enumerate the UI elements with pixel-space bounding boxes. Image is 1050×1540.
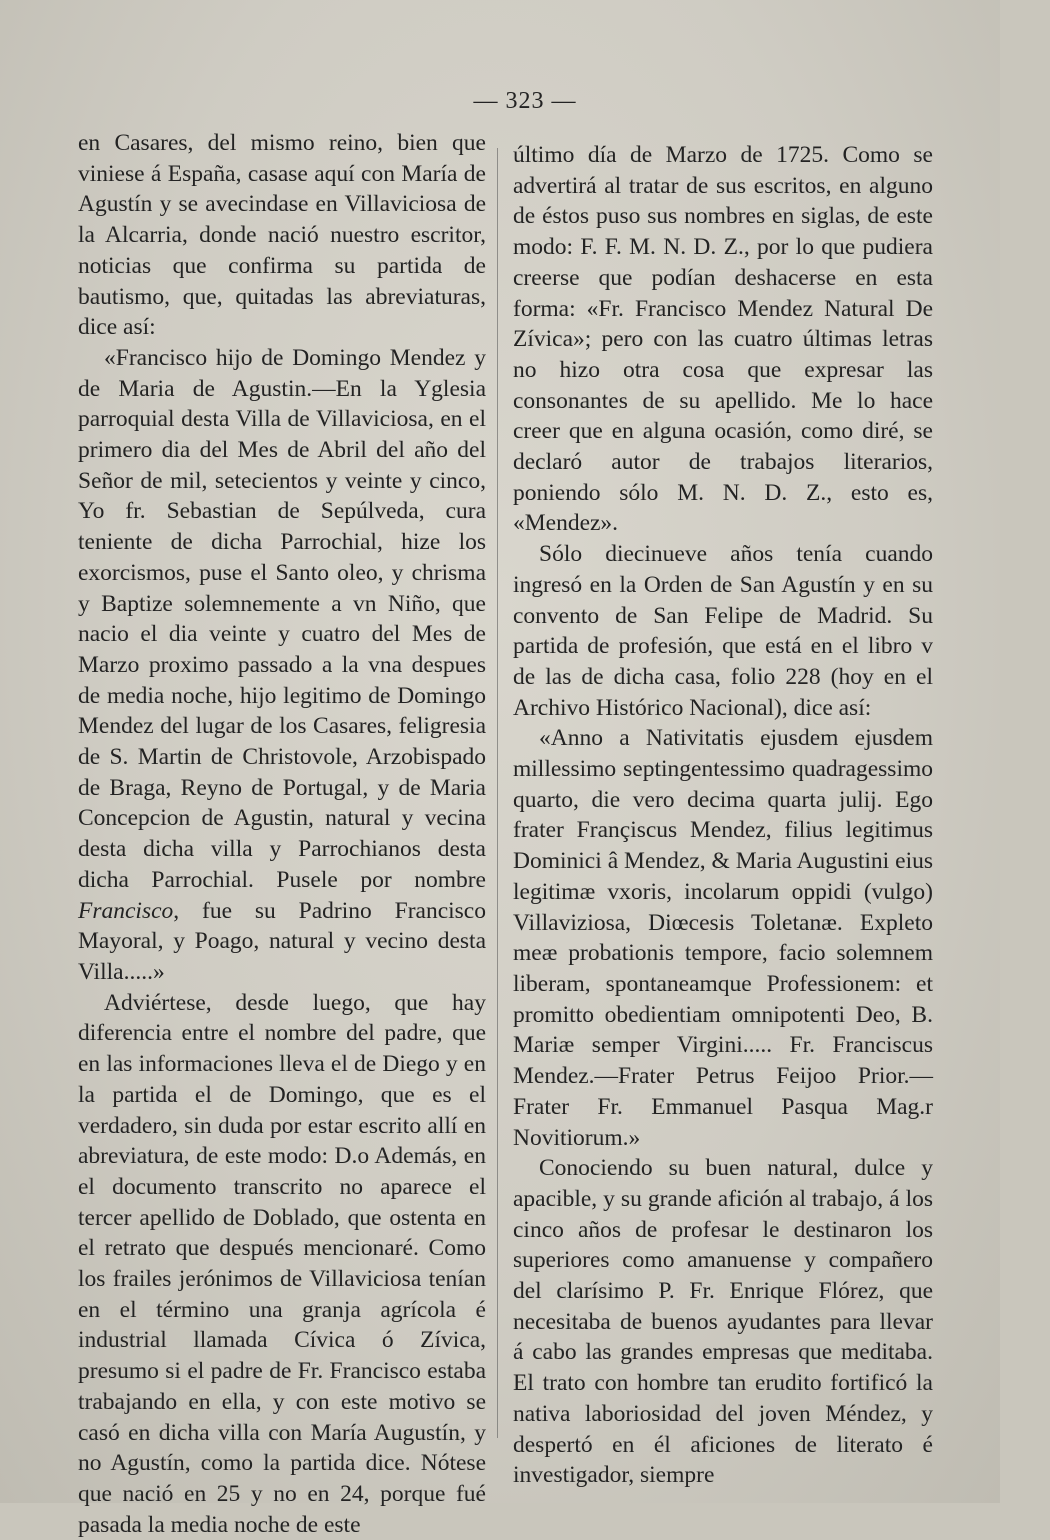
left-paragraph-3: Adviértese, desde luego, que hay diferencia entre el nombre del padre, que en las informaciones lleva el de Diego y en la partida el de Domingo, que es el verdadero, sin duda por estar escrito allí en abreviatura, de este modo: D.o Además, en el documento transcrito no aparece el tercer apellido de Doblado, que ostenta en el retrato que después mencionaré. Como los frailes jerónimos de Villaviciosa tenían en el término una granja agrícola é industrial llamada Cívica ó Zívica, presumo si el padre de Fr. Francisco estaba trabajando en ella, y con este motivo se casó en dicha villa con María Augustín, y no Agustín, como la partida dice. Nótese que nació en 25 y no en 24, porque fué pasada la media noche de este	[78, 989, 486, 1538]
column-divider	[497, 148, 498, 1438]
left-column	[78, 128, 486, 1540]
right-paragraph-1: último día de Marzo de 1725. Como se advertirá al tratar de sus escritos, en alguno de éstos puso sus nombres en siglas, de este modo: F. F. M. N. D. Z., por lo que pudiera creerse que podían deshacerse en esta forma: «Fr. Francisco Mendez Natural De Zívica»; pero con las cuatro últimas letras no hizo otra cosa que expresar las consonantes de su apellido. Me lo hace creer que en alguna ocasión, como diré, se declaró autor de trabajos literarios, poniendo sólo M. N. D. Z., esto es, «Mendez».	[513, 142, 933, 537]
right-paragraph-4: Conociendo su buen natural, dulce y apacible, y su grande afición al trabajo, á los cinco años de profesar le destinaron los superiores como amanuense y compañero del clarísimo P. Fr. Enrique Flórez, que necesitaba de buenos ayudantes para llevar á cabo las grandes empresas que meditaba. El trato con hombre tan erudito fortificó la nativa laboriosidad del joven Méndez, y despertó en él aficiones de literato é investigador, siempre	[513, 1155, 933, 1489]
baptism-record-quote	[78, 343, 486, 988]
right-column	[513, 140, 933, 1491]
page-number: — 323 —	[473, 88, 577, 114]
right-paragraph-2: Sólo diecinueve años tenía cuando ingresó en la Orden de San Agustín y en su convento de San Felipe de Madrid. Su partida de profesión, que está en el libro v de las de dicha casa, folio 228 (hoy en el Archivo Histórico Nacional), dice así:	[513, 541, 933, 721]
baptism-record-text-end: , fue su Padrino Francisco Mayoral, y Poago, natural y vecino desta Villa.....»	[78, 897, 486, 985]
baptism-name-italic: Francisco	[78, 897, 174, 924]
baptism-record-text: «Francisco hijo de Domingo Mendez y de Maria de Agustin.—En la Yglesia parroquial desta Villa de Villaviciosa, en el primero dia del Mes de Abril del año del Señor de mil, setecientos y veinte y cinco, Yo fr. Sebastian de Sepúlveda, cura teniente de dicha Parrochial, hize los exorcismos, puse el Santo oleo, y chrisma y Baptize solemnemente a vn Niño, que nacio el dia veinte y cuatro del Mes de Marzo proximo passado a la vna despues de media noche, hijo legitimo de Domingo Mendez del lugar de los Casares, feligresia de S. Martin de Christovole, Arzobispado de Braga, Reyno de Portugal, y de Maria Concepcion de Agustin, natural y vecina desta dicha villa y Parrochianos desta dicha Parrochial. Pusele por nombre	[78, 344, 486, 893]
left-paragraph-1: en Casares, del mismo reino, bien que viniese á España, casase aquí con María de Agustín y se avecindase en Villaviciosa de la Alcarria, donde nació nuestro escritor, noticias que confirma su partida de bautismo, que, quitadas las abreviaturas, dice así:	[78, 130, 486, 341]
profession-record-quote: «Anno a Nativitatis ejusdem ejusdem millessimo septingentessimo quadragessimo quarto, die vero decima quarta julij. Ego frater Françiscus Mendez, filius legitimus Dominici â Mendez, & Maria Augustini eius legitimæ vxoris, incolarum oppidi (vulgo) Villaviziosa, Diœcesis Toletanæ. Expleto meæ probationis tempore, facio solemnem liberam, spontaneamque Professionem: et promitto obedientiam omnipotenti Deo, B. Mariæ semper Virgini..... Fr. Franciscus Mendez.—Frater Petrus Feijoo Prior.—Frater Fr. Emmanuel Pasqua Mag.r Novitiorum.»	[513, 725, 933, 1151]
